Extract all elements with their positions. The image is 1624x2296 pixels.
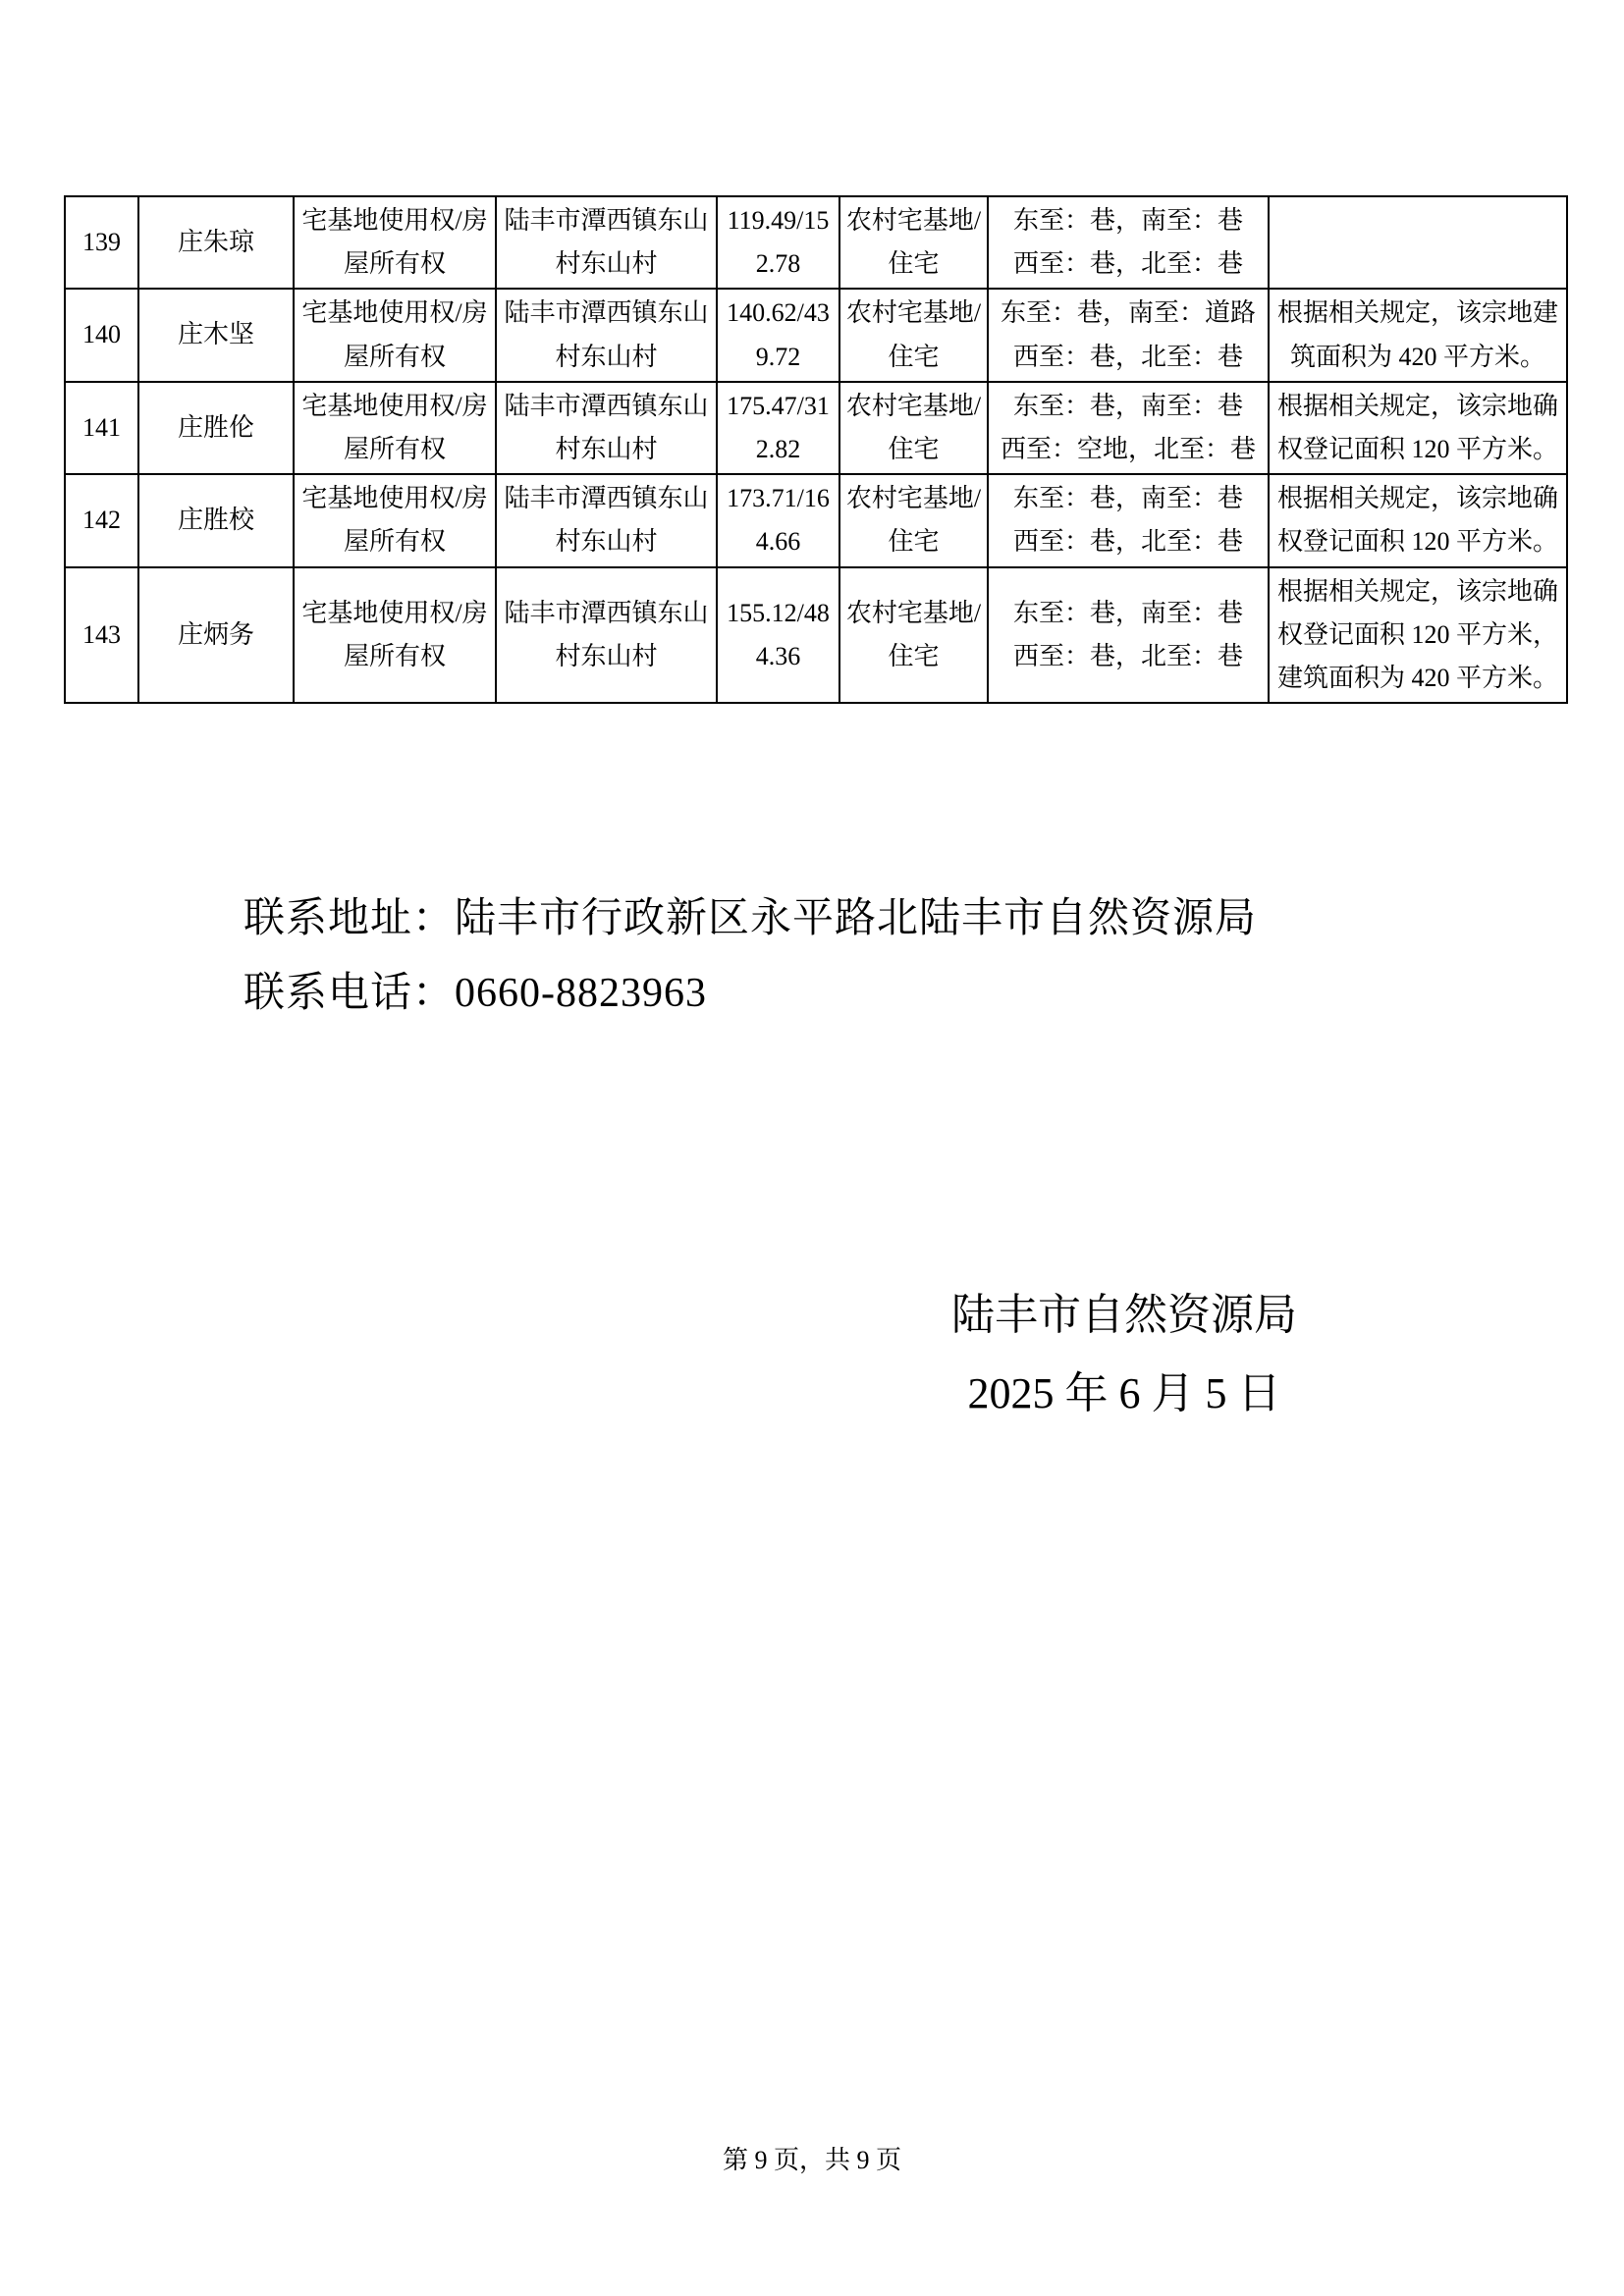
signature-date: 2025 年 6 月 5 日 xyxy=(967,1369,1281,1417)
cell-land-type: 农村宅基地/住宅 xyxy=(839,289,988,381)
cell-location: 陆丰市潭西镇东山村东山村 xyxy=(496,382,717,474)
cell-area: 175.47/312.82 xyxy=(717,382,839,474)
cell-name: 庄木坚 xyxy=(138,289,294,381)
cell-land-type: 农村宅基地/住宅 xyxy=(839,382,988,474)
table-row xyxy=(65,196,1567,289)
signature-block xyxy=(869,1276,1380,1433)
cell-name: 庄朱琼 xyxy=(138,196,294,289)
contact-address: 联系地址：陆丰市行政新区永平路北陆丰市自然资源局 xyxy=(244,896,1258,941)
cell-land-type: 农村宅基地/住宅 xyxy=(839,567,988,704)
cell-boundaries xyxy=(988,289,1269,381)
contact-phone: 联系电话：0660-8823963 xyxy=(244,971,707,1016)
boundary-line-2: 西至：巷，北至：巷 xyxy=(1012,527,1243,557)
cell-seq: 140 xyxy=(65,289,138,381)
boundary-line-1: 东至：巷，南至：巷 xyxy=(1012,391,1243,420)
boundary-line-2: 西至：巷，北至：巷 xyxy=(1012,249,1243,279)
boundary-line-1: 东至：巷，南至：巷 xyxy=(1012,598,1243,627)
cell-right-type: 宅基地使用权/房屋所有权 xyxy=(294,289,496,381)
cell-right-type: 宅基地使用权/房屋所有权 xyxy=(294,196,496,289)
cell-name: 庄炳务 xyxy=(138,567,294,704)
boundary-line-2: 西至：巷，北至：巷 xyxy=(1012,641,1243,670)
boundary-line-1: 东至：巷，南至：道路 xyxy=(1000,298,1256,328)
boundary-line-1: 东至：巷，南至：巷 xyxy=(1012,484,1243,513)
cell-remarks: 根据相关规定，该宗地建筑面积为 420 平方米。 xyxy=(1269,289,1567,381)
cell-location: 陆丰市潭西镇东山村东山村 xyxy=(496,474,717,566)
cell-remarks: 根据相关规定，该宗地确权登记面积 120 平方米。 xyxy=(1269,474,1567,566)
cell-boundaries xyxy=(988,567,1269,704)
page-number-footer: 第 9 页，共 9 页 xyxy=(722,2146,901,2174)
contact-block xyxy=(244,881,1257,1031)
cell-boundaries xyxy=(988,196,1269,289)
cell-name: 庄胜伦 xyxy=(138,382,294,474)
signature-org: 陆丰市自然资源局 xyxy=(951,1291,1297,1339)
cell-seq: 141 xyxy=(65,382,138,474)
cell-boundaries xyxy=(988,382,1269,474)
cell-boundaries xyxy=(988,474,1269,566)
cell-right-type: 宅基地使用权/房屋所有权 xyxy=(294,567,496,704)
table-row xyxy=(65,289,1567,381)
cell-area: 119.49/152.78 xyxy=(717,196,839,289)
land-rights-table xyxy=(64,195,1568,704)
cell-remarks: 根据相关规定，该宗地确权登记面积 120 平方米。 xyxy=(1269,382,1567,474)
cell-seq: 142 xyxy=(65,474,138,566)
cell-location: 陆丰市潭西镇东山村东山村 xyxy=(496,567,717,704)
cell-remarks: 根据相关规定，该宗地确权登记面积 120 平方米，建筑面积为 420 平方米。 xyxy=(1269,567,1567,704)
cell-location: 陆丰市潭西镇东山村东山村 xyxy=(496,196,717,289)
table-row xyxy=(65,474,1567,566)
cell-area: 173.71/164.66 xyxy=(717,474,839,566)
cell-seq: 139 xyxy=(65,196,138,289)
cell-land-type: 农村宅基地/住宅 xyxy=(839,196,988,289)
table-row xyxy=(65,382,1567,474)
cell-area: 155.12/484.36 xyxy=(717,567,839,704)
boundary-line-2: 西至：空地，北至：巷 xyxy=(1000,434,1256,463)
cell-area: 140.62/439.72 xyxy=(717,289,839,381)
cell-seq: 143 xyxy=(65,567,138,704)
cell-remarks xyxy=(1269,196,1567,289)
cell-location: 陆丰市潭西镇东山村东山村 xyxy=(496,289,717,381)
cell-name: 庄胜校 xyxy=(138,474,294,566)
cell-right-type: 宅基地使用权/房屋所有权 xyxy=(294,382,496,474)
boundary-line-2: 西至：巷，北至：巷 xyxy=(1012,342,1243,371)
boundary-line-1: 东至：巷，南至：巷 xyxy=(1012,206,1243,235)
cell-land-type: 农村宅基地/住宅 xyxy=(839,474,988,566)
cell-right-type: 宅基地使用权/房屋所有权 xyxy=(294,474,496,566)
table-row xyxy=(65,567,1567,704)
